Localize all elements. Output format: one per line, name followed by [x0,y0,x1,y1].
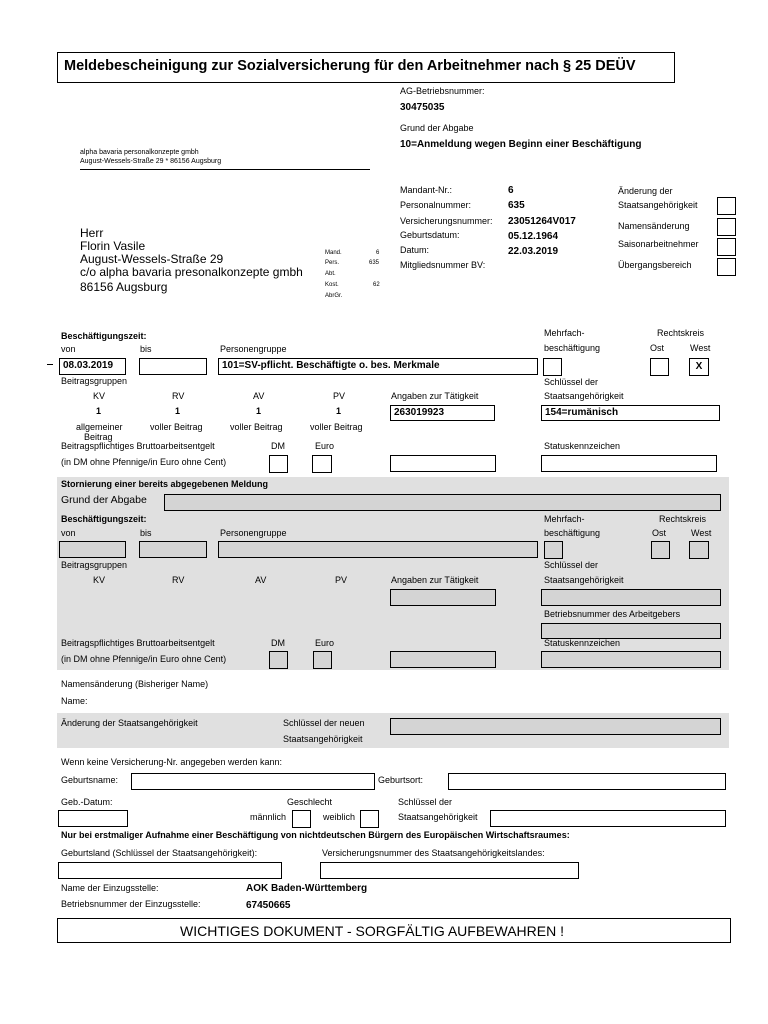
recipient-street: August-Wessels-Straße 29 [80,252,224,266]
emp1-rechtskreis-label: Rechtskreis [657,328,705,338]
internal-kost-value: 62 [373,282,380,288]
ag-betriebsnummer-value: 30475035 [400,102,445,113]
storno-brutto-field[interactable] [390,651,496,668]
storno-arbeitgeber-label: Betriebsnummer des Arbeitgebers [544,609,681,619]
emp1-west-label: West [690,343,711,353]
storno-status-field[interactable] [541,651,721,668]
change-saison-label: Saisonarbeitnehmer [618,239,699,249]
storno-bis-label: bis [140,528,152,538]
change-uebergang-checkbox[interactable] [717,258,736,276]
employer-underline [80,169,370,170]
geburtsname-label: Geburtsname: [61,775,119,785]
storno-arbeitgeber-field[interactable] [541,623,721,639]
storno-dm-label: DM [271,638,285,648]
storno-bis-field[interactable] [139,541,207,558]
emp1-rv-desc: voller Beitrag [150,422,203,432]
kasse-nr-label: Betriebsnummer der Einzugsstelle: [61,899,201,909]
emp1-status-label: Statuskennzeichen [544,441,621,451]
grund-abgabe-value: 10=Anmeldung wegen Beginn einer Beschäftigung [400,139,642,150]
emp1-von-label: von [61,344,76,354]
emp1-euro-label: Euro [315,441,335,451]
emp1-mehrfach-checkbox[interactable] [543,358,562,376]
change-saison-checkbox[interactable] [717,238,736,256]
storno-personengruppe-field[interactable] [218,541,538,558]
staatchange-key-label-2: Staatsangehörigkeit [283,734,363,744]
mandant-label: Mandant-Nr.: [400,185,453,195]
emp1-schluessel-field[interactable]: 154=rumänisch [541,405,720,421]
weiblich-checkbox[interactable] [360,810,379,828]
form-title: Meldebescheinigung zur Sozialversicherung für den Arbeitnehmer nach § 25 DEÜV [64,58,636,74]
change-staat-checkbox[interactable] [717,197,736,215]
emp1-av-value: 1 [256,406,262,416]
gebdatum-label: Geb.-Datum: [61,797,113,807]
geburtsdatum-label: Geburtsdatum: [400,230,460,240]
recipient-co: c/o alpha bavaria presonalkonzepte gmbh [80,265,303,279]
storno-av-label: AV [255,575,267,585]
geburtsort-label: Geburtsort: [378,775,424,785]
gebdatum-field[interactable] [58,810,128,827]
versicherungsnummer-label: Versicherungsnummer: [400,216,493,226]
emp1-euro-field[interactable] [312,455,332,473]
emp1-rv-label: RV [172,391,185,401]
storno-schluessel-label-1: Schlüssel der [544,560,599,570]
change-name-label: Namensänderung [618,221,690,231]
internal-abrgr-label: AbrGr. [325,293,343,299]
storno-personengruppe-label: Personengruppe [220,528,287,538]
change-name-checkbox[interactable] [717,218,736,236]
footer-text: WICHTIGES DOKUMENT - SORGFÄLTIG AUFBEWAHREN ! [180,923,564,939]
storno-taetigkeit-field[interactable] [390,589,496,606]
emp1-schluessel-label-1: Schlüssel der [544,377,599,387]
storno-grund-field[interactable] [164,494,721,511]
emp1-taetigkeit-label: Angaben zur Tätigkeit [391,391,479,401]
emp1-status-field[interactable] [541,455,717,472]
storno-rv-label: RV [172,575,185,585]
emp1-brutto-field[interactable] [390,455,496,472]
eu-versnr-field[interactable] [320,862,579,879]
geburtsort-field[interactable] [448,773,726,790]
storno-schluessel-label-2: Staatsangehörigkeit [544,575,624,585]
emp1-schluessel-label-2: Staatsangehörigkeit [544,391,624,401]
emp1-west-checkbox[interactable]: X [689,358,709,376]
storno-kv-label: KV [93,575,106,585]
staatchange-label: Änderung der Staatsangehörigkeit [61,718,198,728]
emp1-brutto-label-2: (in DM ohne Pfennige/in Euro ohne Cent) [61,457,227,467]
storno-mehrfach-checkbox[interactable] [544,541,563,559]
emp1-kv-label: KV [93,391,106,401]
emp1-kv-desc-1: allgemeiner [76,422,123,432]
emp1-personengruppe-field[interactable]: 101=SV-pflicht. Beschäftigte o. bes. Merkmale [218,358,538,375]
change-staat-label-1: Änderung der [618,186,673,196]
grund-abgabe-label: Grund der Abgabe [400,123,474,133]
storno-zeit-title: Beschäftigungszeit: [61,514,147,524]
eu-versnr-label: Versicherungsnummer des Staatsangehörigkeitslandes: [322,848,545,858]
emp1-mehrfach-label-1: Mehrfach- [544,328,585,338]
emp1-bis-label: bis [140,344,152,354]
emp1-taetigkeit-field[interactable]: 263019923 [390,405,495,421]
storno-dm-field[interactable] [269,651,288,669]
emp1-title: Beschäftigungszeit: [61,331,147,341]
emp1-pv-label: PV [333,391,346,401]
emp1-brutto-label-1: Beitragspflichtiges Bruttoarbeitsentgelt [61,441,215,451]
geburtsland-field[interactable] [58,862,282,879]
recipient-salutation: Herr [80,226,104,240]
namechange-name-label: Name: [61,696,88,706]
storno-schluessel-field[interactable] [541,589,721,606]
emp1-kv-desc-2: Beitrag [84,432,113,442]
emp1-bis-field[interactable] [139,358,207,375]
kasse-name-value: AOK Baden-Württemberg [246,883,368,894]
storno-mehrfach-label-2: beschäftigung [544,528,601,538]
internal-pers-value: 635 [369,260,380,266]
noinsurance-title: Wenn keine Versicherung-Nr. angegeben werden kann: [61,757,282,767]
storno-west-checkbox[interactable] [689,541,709,559]
emp1-dm-label: DM [271,441,285,451]
staatchange-key-field[interactable] [390,718,721,735]
emp1-pv-value: 1 [336,406,342,416]
staatchange-key-label-1: Schlüssel der neuen [283,718,365,728]
internal-kost-label: Kost. [325,282,339,288]
maennlich-checkbox[interactable] [292,810,311,828]
storno-status-label: Statuskennzeichen [544,638,621,648]
emp1-marker-dash [47,364,53,365]
eu-title: Nur bei erstmaliger Aufnahme einer Beschäftigung von nichtdeutschen Bürgern des Europäischen Wirtschaftsraumes: [61,830,570,840]
emp1-av-label: AV [253,391,265,401]
storno-euro-label: Euro [315,638,335,648]
emp1-beitragsgruppen-label: Beitragsgruppen [61,376,128,386]
geschlecht-label: Geschlecht [287,797,333,807]
mandant-value: 6 [508,185,514,196]
emp1-mehrfach-label-2: beschäftigung [544,343,601,353]
personalnummer-label: Personalnummer: [400,200,472,210]
datum-value: 22.03.2019 [508,246,559,257]
internal-pers-label: Pers. [325,260,340,266]
geburtsland-label: Geburtsland (Schlüssel der Staatsangehörigkeit): [61,848,258,858]
employer-address: August-Wessels-Straße 29 * 86156 Augsburg [80,158,222,165]
emp1-ost-checkbox[interactable] [650,358,669,376]
emp1-pv-desc: voller Beitrag [310,422,363,432]
emp1-ost-label: Ost [650,343,665,353]
storno-brutto-label-2: (in DM ohne Pfennige/in Euro ohne Cent) [61,654,227,664]
ag-betriebsnummer-label: AG-Betriebsnummer: [400,86,485,96]
storno-euro-field[interactable] [313,651,332,669]
recipient-name: Florin Vasile [80,239,146,253]
noinsurance-key-label-2: Staatsangehörigkeit [398,812,478,822]
noinsurance-key-label-1: Schlüssel der [398,797,453,807]
kasse-nr-value: 67450665 [246,900,291,911]
recipient-city: 86156 Augsburg [80,280,168,294]
emp1-kv-value: 1 [96,406,102,416]
emp1-dm-field[interactable] [269,455,288,473]
emp1-von-field[interactable]: 08.03.2019 [59,358,126,375]
emp1-av-desc: voller Beitrag [230,422,283,432]
datum-label: Datum: [400,245,430,255]
geburtsname-field[interactable] [131,773,375,790]
storno-von-label: von [61,528,76,538]
internal-mand-label: Mand. [325,250,342,256]
namechange-title: Namensänderung (Bisheriger Name) [61,679,209,689]
storno-ost-checkbox[interactable] [651,541,670,559]
geburtsdatum-value: 05.12.1964 [508,231,559,242]
storno-von-field[interactable] [59,541,126,558]
storno-ost-label: Ost [652,528,667,538]
employer-name: alpha bavaria personalkonzepte gmbh [80,149,199,156]
change-uebergang-label: Übergangsbereich [618,260,692,270]
internal-mand-value: 6 [376,250,380,256]
storno-rechtskreis-label: Rechtskreis [659,514,707,524]
internal-abt-label: Abt. [325,271,336,277]
emp1-rv-value: 1 [175,406,181,416]
versicherungsnummer-value: 23051264V017 [508,216,576,227]
mitgliedsnummer-label: Mitgliedsnummer BV: [400,260,486,270]
storno-beitragsgruppen-label: Beitragsgruppen [61,560,128,570]
storno-pv-label: PV [335,575,348,585]
maennlich-label: männlich [250,812,287,822]
kasse-name-label: Name der Einzugsstelle: [61,883,159,893]
emp1-personengruppe-label: Personengruppe [220,344,287,354]
weiblich-label: weiblich [323,812,356,822]
storno-grund-label: Grund der Abgabe [61,494,147,506]
storno-title: Stornierung einer bereits abgegebenen Meldung [61,479,269,489]
change-staat-label-2: Staatsangehörigkeit [618,200,698,210]
storno-mehrfach-label-1: Mehrfach- [544,514,585,524]
personalnummer-value: 635 [508,200,525,211]
storno-taetigkeit-label: Angaben zur Tätigkeit [391,575,479,585]
storno-west-label: West [691,528,712,538]
noinsurance-key-field[interactable] [490,810,726,827]
storno-brutto-label-1: Beitragspflichtiges Bruttoarbeitsentgelt [61,638,215,648]
